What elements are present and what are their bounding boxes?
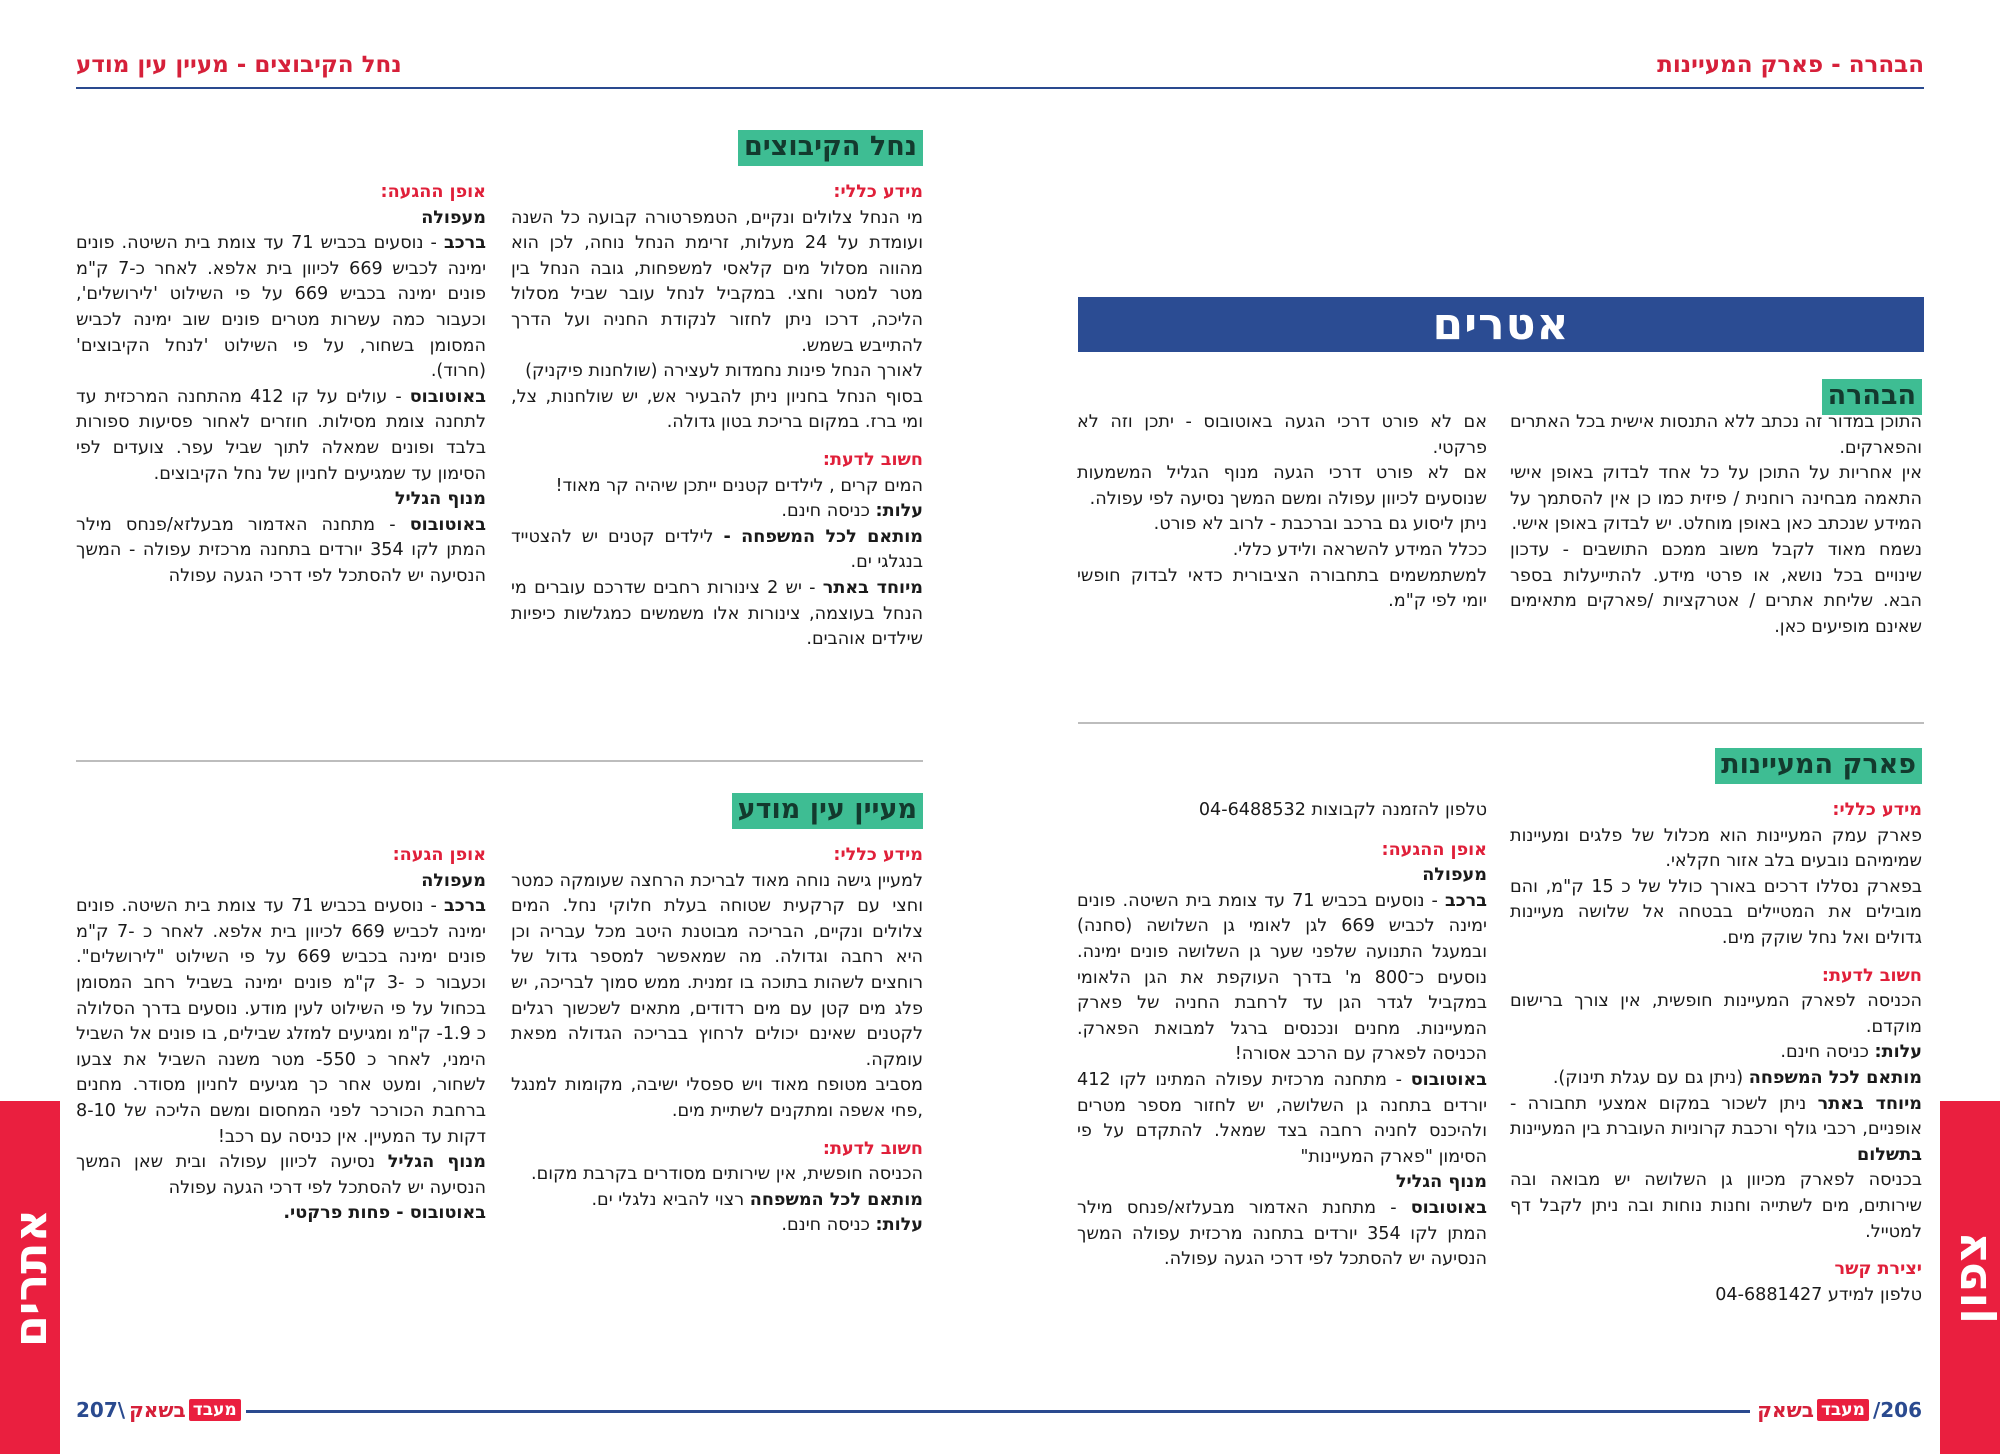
banner-title: אטרים xyxy=(1432,299,1570,350)
important-label: חשוב לדעת: xyxy=(822,449,923,470)
from-afula: מעפולה xyxy=(421,207,486,228)
maayanot-col2 xyxy=(1077,798,1487,1273)
special-label: מיוחד באתר xyxy=(822,577,924,598)
section-divider xyxy=(1078,722,1924,724)
family-line xyxy=(1510,1066,1922,1092)
special-line xyxy=(1510,1092,1922,1169)
side-tab-left xyxy=(0,1101,60,1454)
general-info-label: מידע כללי: xyxy=(1832,800,1922,820)
car-directions xyxy=(76,894,486,1150)
car-text: - נוסעים בכביש 71 עד צומת בית השיטה. פונים ימינה לכביש 669 לכיוון בית אלפא. לאחר כ -7 ק"מ פונים ימינה בכביש 669 על פי השילוט "לירושלים". וכעבור כ -3 ק"מ פונים ימינה בשביל רחב המסומן בכחול על פי השילוט לעין מודע. נוסעים בדרך הסלולה כ 1.9- ק"מ ומגיעים למזלג שבילים, בו פונים אל השביל הימני, לאחר כ 550- מטר משנה השביל את צבעו לשחור, ומעט אחר כך מגיעים לחניון מסודר. מחנים ברחבת הכורכר לפני המחסום ומשם הליכה של 8-10 דקות עד המעיין. אין כניסה עם רכב! xyxy=(76,896,487,1147)
from-nof: מנוף הגליל xyxy=(394,489,486,510)
important-text: הכניסה חופשית, אין שירותים מסודרים בקרבת מקום. xyxy=(531,1164,923,1185)
bus2-label: באוטובוס xyxy=(409,514,486,535)
nof-text: נסיעה לכיוון עפולה ובית שאן המשך הנסיעה יש להסתכל לפי דרכי הגעה עפולה xyxy=(76,1152,486,1198)
from-nof: מנוף הגליל xyxy=(1395,1172,1487,1193)
bus2-directions xyxy=(76,513,486,590)
spacer xyxy=(511,436,923,448)
family-label: מותאם לכל המשפחה xyxy=(749,1189,923,1210)
ein-moda-section xyxy=(732,793,923,829)
maayanot-title: פארק המעיינות xyxy=(1715,748,1922,784)
bus-directions xyxy=(76,385,486,487)
car-directions xyxy=(76,231,486,385)
entrance-text: בכניסה לפארק מכיוון גן השלושה יש מבואה ובה שירותים, מים לשתייה וחנות נוחות ובה ניתן לקבל דף למטייל. xyxy=(1510,1170,1922,1242)
general-info-text: למעיין גישה נוחה מאוד לבריכת הרחצה שעומקה כמטר וחצי עם קרקעית שטוחה בעלת חלוקי נחל. המים צלולים ונקיים, הבריכה מבוטנת היטב מכל עבריה וכן היא רחבה וגדולה. מה שמאפשר למספר גדול של רוחצים לשהות בתוכה בו זמנית. ממש סמוך לבריכה, יש פלג מים קטן עם מים רדודים, מתאים לשכשוך רגלים לקטנים שאינם יכולים לרחוץ בבריכה הגדולה מפאת עומקה. xyxy=(511,870,923,1070)
footer-logo xyxy=(129,1398,241,1422)
ein-moda-title: מעיין עין מודע xyxy=(732,793,923,829)
logo-text: בשאק xyxy=(129,1398,186,1422)
logo-text: בשאק xyxy=(1757,1398,1814,1422)
running-header-left: נחל הקיבוצים - מעיין עין מודע xyxy=(76,52,402,78)
car-text: - נוסעים בכביש 71 עד צומת בית השיטה. פונים ימינה לכביש 669 לכיוון בית אלפא. לאחר כ-7 ק"מ פונים ימינה בכביש 669 על פי השילוט 'לירושלים', וכעבור כמה עשרות מטרים פונים שוב ימינה לכביש המסומן בשחור, על פי השילוט 'לנחל הקיבוצים' (חרוד). xyxy=(76,233,486,382)
disclaimer-note: ניתן ליסוע גם ברכב וברכבת - לרוב לא פורט. xyxy=(1153,514,1487,535)
family-label: מותאם לכל המשפחה - xyxy=(723,526,924,547)
car-text: - נוסעים בכביש 71 עד צומת בית השיטה. פונים ימינה לכביש 669 לגן לאומי גן השלושה (סחנה) ובמעגל התנועה שלפני שער גן השלושה פונים ימינה. נוסעים כ־800 מ' בדרך העוקפת את הגן הלאומי במקביל לגדר הגן עד לרחבת החניה של פארק המעיינות. מחנים ונכנסים ברגל למבואת הפארק. הכניסה לפארק עם הרכב אסורה! xyxy=(1077,890,1487,1065)
cost-line xyxy=(1510,1040,1922,1066)
disclaimer-note: למשתמשמים בתחבורה הציבורית כדאי לבדוק חופשי יומי לפי ק"מ. xyxy=(1077,565,1487,612)
family-text: רצוי להביא נלגלי ים. xyxy=(591,1189,745,1210)
cost-line xyxy=(511,499,923,525)
car-label: ברכב xyxy=(443,233,486,254)
disclaimer-para: נשמח מאוד לקבל משוב ממכם התושבים - עדכון שינויים בכל נושא, או פרטי מידע. להתייעלות בספר הבא. שליחת אתרים / אטרקציות /פארקים מתאימים שאינם מופיעים כאן. xyxy=(1510,539,1922,637)
bus-directions xyxy=(1077,1068,1487,1170)
from-afula: מעפולה xyxy=(421,870,486,891)
family-text: (ניתן גם עם עגלת תינוק). xyxy=(1552,1067,1744,1088)
general-info-text: בסוף הנחל בחניון ניתן להבעיר אש, יש שולחנות, צל, ומי ברז. במקום בריכת בטון גדולה. xyxy=(511,386,923,433)
logo-box: מעבד xyxy=(189,1399,241,1421)
section-divider xyxy=(76,760,923,762)
kibbutzim-col2 xyxy=(76,180,486,590)
family-text: לילדים קטנים יש להצטייד בנגלגי ים. xyxy=(511,526,923,573)
bus2-text: - מתחנת האדמור מבעלזא/פנחס מילר המתן לקו 354 יורדים בתחנה מרכזית עפולה המשך הנסיעה יש להסתכל לפי דרכי הגעה עפולה. xyxy=(1077,1197,1487,1270)
general-info-text: פארק עמק המעיינות הוא מכלול של פלגים ומעיינות שמימיהם נובעים בלב אזור חקלאי. xyxy=(1510,825,1922,872)
section-banner xyxy=(1078,297,1924,352)
nof-label: מנוף הגליל xyxy=(387,1152,486,1173)
spacer xyxy=(1077,824,1487,838)
special-label: מיוחד באתר xyxy=(1817,1093,1923,1114)
kibbutzim-title: נחל הקיבוצים xyxy=(738,130,923,166)
bus-line: באוטובוס - פחות פרקטי. xyxy=(283,1203,486,1224)
disclaimer-note: ככלל המידע להשראה ולידע כללי. xyxy=(1232,539,1487,560)
cost-label: עלות: xyxy=(1874,1042,1922,1063)
spacer xyxy=(511,1125,923,1137)
disclaimer-title: הבהרה xyxy=(1822,379,1922,415)
bus-text: - מתחנה מרכזית עפולה המתינו לקו 412 יורדים בתחנה גן השלושה, יש לחזור מספר מטרים ולהיכנס לחניה רחבה בצד שמאל. להתקדם על פי הסימון "פארק המעיינות" xyxy=(1077,1069,1487,1167)
bus-text: - עולים על קו 412 מהתחנה המרכזית עד לתחנה צומת מסילות. חוזרים לאחור פסיעות ספורות בלבד ופונים שמאלה לתוך שביל עפר. צועדים לפי הסימון עד שמגיעים לחניון של נחל הקיבוצים. xyxy=(76,386,486,484)
kibbutzim-col1 xyxy=(511,180,923,653)
arrival-label: אופן הגעה: xyxy=(392,845,486,865)
general-info-text: לאורך הנחל פינות נחמדות לעצירה (שולחנות פיקניק) xyxy=(525,361,923,382)
maayanot-col1 xyxy=(1510,798,1922,1308)
general-info-label: מידע כללי: xyxy=(833,182,923,202)
nof-directions xyxy=(76,1150,486,1201)
special-line xyxy=(511,576,923,653)
bus-label: באוטובוס xyxy=(409,386,486,407)
side-tab-label: אתרים xyxy=(3,1208,57,1347)
logo-box: מעבד xyxy=(1817,1399,1869,1421)
cost-line xyxy=(511,1213,923,1239)
kibbutzim-section xyxy=(738,130,923,166)
car-directions xyxy=(1077,889,1487,1068)
important-label: חשוב לדעת: xyxy=(822,1138,923,1159)
header-rule xyxy=(76,87,1924,89)
general-info-label: מידע כללי: xyxy=(833,845,923,865)
disclaimer-col2 xyxy=(1077,410,1487,615)
group-phone: טלפון להזמנה לקבוצות 04-6488532 xyxy=(1198,800,1487,820)
cost-text: כניסה חינם. xyxy=(781,1215,870,1236)
bus-label: באוטובוס xyxy=(1410,1069,1487,1090)
spacer xyxy=(1510,952,1922,964)
family-label: מותאם לכל המשפחה xyxy=(1748,1067,1922,1088)
bus2-label: באוטובוס xyxy=(1410,1197,1487,1218)
bus2-directions xyxy=(1077,1196,1487,1273)
important-text: המים קרים , לילדים קטנים ייתכן שיהיה קר מאוד! xyxy=(555,475,923,496)
disclaimer-note: אם לא פורט דרכי הגעה מנוף הגליל המשמעות שנוסעים לכיוון עפולה ומשם המשך נסיעה לפי עפולה. xyxy=(1077,463,1487,509)
bus2-text: - מתחנה האדמור מבעלזא/פנחס מילר המתן לקו 354 יורדים בתחנה מרכזית עפולה - המשך הנסיעה יש להסתכל לפי דרכי הגעה עפולה xyxy=(76,514,486,586)
contact-label: יצירת קשר xyxy=(1834,1259,1922,1280)
important-text: הכניסה לפארק המעיינות חופשית, אין צורך ברישום מוקדם. xyxy=(1510,991,1922,1037)
footer-logo xyxy=(1757,1398,1869,1422)
cost-text: כניסה חינם. xyxy=(1780,1042,1869,1063)
cost-label: עלות: xyxy=(875,501,923,522)
family-line xyxy=(511,525,923,576)
page-number-left: 207\ xyxy=(76,1398,126,1422)
disclaimer-para: אין אחריות על התוכן על כל אחד לבדוק באופן אישי התאמה מבחינה רוחנית / פיזית כמו כן אין להסתמך על המידע שנכתב כאן באופן מוחלט. יש לבדוק באופן אישי. xyxy=(1510,463,1922,535)
footer-right xyxy=(1757,1396,1922,1424)
arrival-label: אופן ההגעה: xyxy=(380,182,486,202)
footer-rule xyxy=(246,1410,1750,1413)
ein-moda-col1 xyxy=(511,843,923,1239)
cost-text: כניסה חינם. xyxy=(781,501,870,522)
disclaimer-para: התוכן במדור זה נכתב ללא התנסות אישית בכל האתרים והפארקים. xyxy=(1510,412,1922,458)
important-label: חשוב לדעת: xyxy=(1821,965,1922,986)
spacer xyxy=(1510,1245,1922,1257)
disclaimer-note: אם לא פורט דרכי הגעה באוטובוס - יתכן וזה לא פרקטי. xyxy=(1077,412,1487,458)
special-bold: בתשלום xyxy=(1856,1144,1922,1165)
side-tab-label: צפון xyxy=(1943,1231,1997,1324)
page-number-right: /206 xyxy=(1872,1398,1922,1422)
car-label: ברכב xyxy=(443,896,486,917)
special-text: - יש 2 צינורות רחבים שדרכם עוברים מי הנחל בעוצמה, צינורות אלו משמשים כמגלשות כיפיות שילדים אוהבים. xyxy=(511,577,923,650)
from-afula: מעפולה xyxy=(1422,865,1487,886)
cost-label: עלות: xyxy=(875,1215,923,1236)
family-line xyxy=(511,1188,923,1214)
contact-phone: טלפון למידע 04-6881427 xyxy=(1715,1284,1922,1305)
special-text: ניתן לשכור במקום אמצעי תחבורה - אופניים, רכבי גולף ורכבת קרוניות העוברת בין המעיינות xyxy=(1510,1093,1922,1140)
footer-left xyxy=(76,1396,241,1424)
general-info-text: בפארק נסללו דרכים באורך כולל של כ 15 ק"מ, והם מובילים את המטיילים בבטחה אל שלושה מעיינות גדולים ואל נחל שוקק מים. xyxy=(1510,876,1923,948)
general-info-text: מסביב מטופח מאוד ויש ספסלי ישיבה, מקומות למנגל ,פחי אשפה ומתקנים לשתיית מים. xyxy=(511,1075,923,1121)
disclaimer-col1 xyxy=(1510,410,1922,640)
maayanot-section xyxy=(1715,748,1922,784)
general-info-text: מי הנחל צלולים ונקיים, הטמפרטורה קבועה כל השנה ועומדת על 24 מעלות, זרימת הנחל נוחה, לכן הוא מהווה מסלול מים קלאסי למשפחות, גובה הנחל בין מטר למטר וחצי. במקביל לנחל עובר שביל מסלול הליכה, דרכו ניתן לחזור לנקודת החניה ועל הדרך להתייבש בשמש. xyxy=(511,207,923,356)
ein-moda-col2 xyxy=(76,843,486,1227)
arrival-label: אופן ההגעה: xyxy=(1381,839,1487,860)
side-tab-right xyxy=(1940,1101,2000,1454)
car-label: ברכב xyxy=(1444,890,1487,911)
running-header-right: הבהרה - פארק המעיינות xyxy=(1657,52,1924,78)
